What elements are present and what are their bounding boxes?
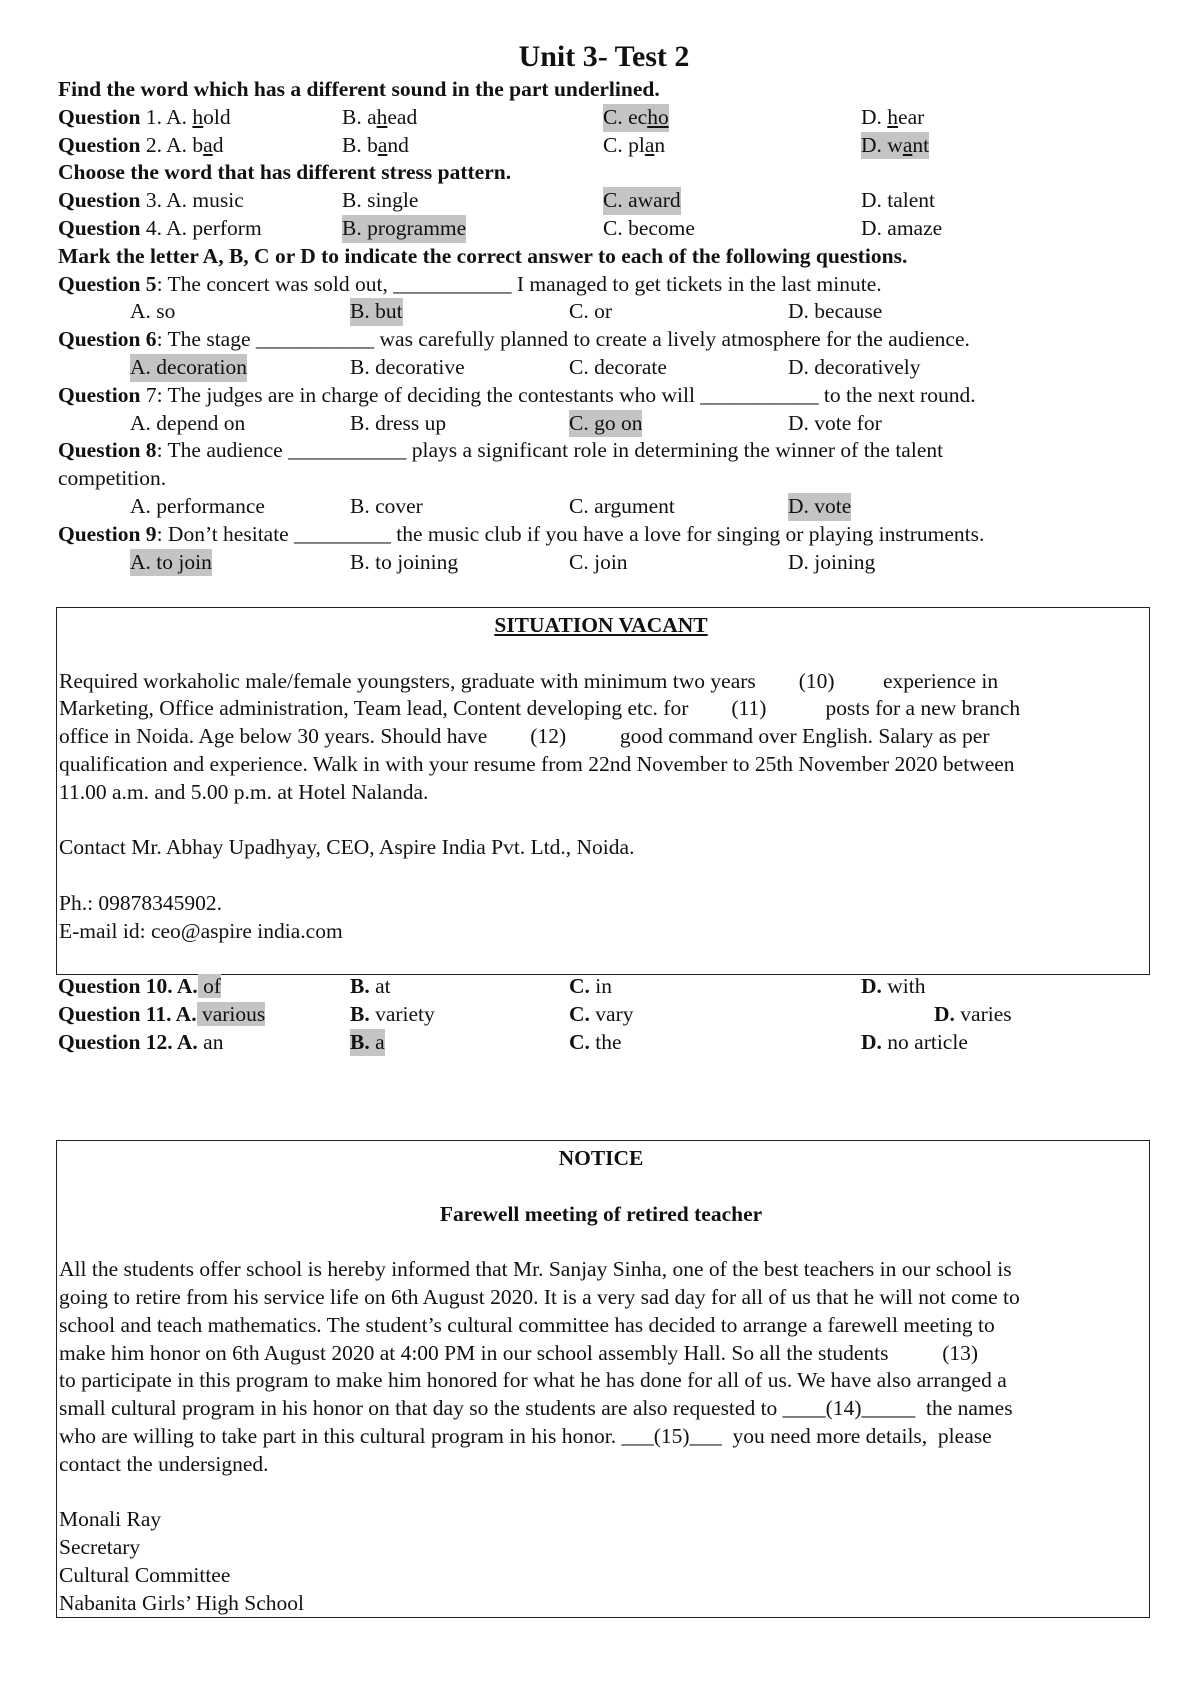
situation-line: Marketing, Office administration, Team lead, Content developing etc. for (11) posts for a new branch — [59, 696, 1021, 721]
option-a: A. perform — [166, 215, 262, 240]
question-label: Question 9 — [58, 521, 157, 546]
cloze-questions — [58, 973, 1150, 1056]
question-text — [58, 326, 1150, 354]
option-d: no article — [881, 1029, 968, 1054]
notice-box — [56, 1140, 1150, 1618]
option-d: D. joining — [788, 549, 876, 574]
option-c: C. become — [603, 215, 695, 240]
section-instruction: Find the word which has a different sound in the part underlined. — [58, 77, 660, 101]
section-instruction: Choose the word that has different stress pattern. — [58, 160, 512, 185]
question-row — [58, 1029, 1150, 1057]
question-text-continued: competition. — [58, 466, 167, 491]
worksheet — [58, 38, 1150, 576]
page-title: Unit 3- Test 2 — [518, 40, 690, 73]
option-b: B. dress up — [350, 410, 447, 435]
question-number: 3. — [140, 188, 167, 213]
signature-school: Nabanita Girls’ High School — [59, 1590, 305, 1615]
options-row — [58, 298, 1150, 326]
option-c-letter: C. — [569, 974, 590, 998]
signature-org: Cultural Committee — [59, 1562, 231, 1587]
question-row — [58, 187, 1150, 215]
option-a: A. depend on — [130, 410, 246, 435]
question-text — [58, 382, 1150, 410]
option-c-answer: C. award — [603, 187, 681, 215]
option-c: the — [589, 1029, 622, 1054]
question-label: Question — [58, 382, 141, 407]
question-label: Question 5 — [58, 271, 157, 296]
option-b-letter: B. — [350, 1029, 370, 1054]
question-label: Question 10. A. — [58, 974, 198, 998]
option-b-answer: B. programme — [342, 215, 466, 243]
section-instruction: Mark the letter A, B, C or D to indicate the correct answer to each of the following questions. — [58, 243, 908, 268]
question-row — [58, 215, 1150, 243]
option-c: C. plan — [603, 132, 666, 157]
question-number: 4. — [140, 215, 167, 240]
question-text — [58, 271, 1150, 299]
option-c-answer: C. go on — [569, 410, 642, 438]
situation-line: Required workaholic male/female youngsters, graduate with minimum two years (10) experience in — [59, 668, 999, 693]
option-c-answer: C. echo — [603, 104, 669, 132]
option-b: variety — [369, 1001, 435, 1026]
notice-heading: NOTICE — [558, 1146, 644, 1170]
option-c: C. decorate — [569, 354, 667, 379]
notice-line: school and teach mathematics. The student’s cultural committee has decided to arrange a farewell meeting to — [59, 1312, 995, 1337]
question-stem: : Don’t hesitate _________ the music club if you have a love for singing or playing instruments. — [156, 521, 985, 546]
option-a-rest: old — [203, 104, 231, 129]
option-b: B. band — [342, 132, 409, 157]
options-row — [58, 354, 1150, 382]
notice-line: make him honor on 6th August 2020 at 4:00 PM in our school assembly Hall. So all the students (13) — [59, 1340, 979, 1365]
options-row — [58, 493, 1150, 521]
underlined-part: a — [203, 132, 213, 157]
question-row — [58, 973, 1150, 1001]
option-d: D. talent — [861, 188, 936, 213]
notice-subheading: Farewell meeting of retired teacher — [439, 1201, 763, 1226]
question-label: Question 8 — [58, 438, 157, 463]
situation-line: qualification and experience. Walk in with your resume from 22nd November to 25th November 2020 between — [59, 751, 1015, 776]
situation-line: 11.00 a.m. and 5.00 p.m. at Hotel Nalanda. — [59, 779, 429, 804]
option-a: A. — [166, 104, 193, 129]
question-label: Question — [58, 104, 141, 129]
option-c-letter: C. — [569, 1029, 590, 1054]
question-stem: : The judges are in charge of deciding the contestants who will ___________ to the next round. — [156, 382, 976, 407]
option-b: B. decorative — [350, 354, 465, 379]
option-c-letter: C. — [569, 1001, 590, 1026]
option-d: D. because — [788, 299, 883, 324]
option-d-letter: D. — [861, 1029, 882, 1054]
notice-line: contact the undersigned. — [59, 1451, 269, 1476]
option-d-letter: D. — [861, 974, 882, 998]
option-b-answer: a — [369, 1029, 385, 1054]
notice-line: who are willing to take part in this cultural program in his honor. ___(15)___ you need more details, please — [59, 1423, 992, 1448]
question-label: Question — [58, 188, 141, 213]
option-c: vary — [589, 1001, 634, 1026]
option-b: B. cover — [350, 493, 423, 518]
option-b: B. ahead — [342, 104, 418, 129]
question-stem: : The concert was sold out, ___________ I managed to get tickets in the last minute. — [156, 271, 882, 296]
option-d: D. vote for — [788, 410, 882, 435]
question-label: Question 6 — [58, 327, 157, 352]
signature-title: Secretary — [59, 1535, 141, 1560]
option-d: D. decoratively — [788, 354, 921, 379]
question-number: 2. — [140, 132, 167, 157]
option-a-answer: of — [197, 974, 222, 998]
question-label: Question — [58, 132, 141, 157]
option-a-answer: A. decoration — [130, 354, 247, 382]
option-c: in — [589, 974, 613, 998]
option-d: D. hear — [861, 104, 925, 129]
question-text — [58, 437, 1150, 465]
question-stem: : The audience ___________ plays a significant role in determining the winner of the talent — [156, 438, 944, 463]
option-a: A. so — [130, 299, 176, 324]
signature-name: Monali Ray — [59, 1507, 162, 1532]
notice-line: small cultural program in his honor on that day so the students are also requested to ____(14)_____ the names — [59, 1396, 1013, 1421]
situation-line: office in Noida. Age below 30 years. Should have (12) good command over English. Salary as per — [59, 724, 990, 749]
notice-line: All the students offer school is hereby informed that Mr. Sanjay Sinha, one of the best teachers in our school is — [59, 1257, 1012, 1282]
question-number: 7 — [140, 382, 157, 407]
options-row — [58, 549, 1150, 577]
option-b-answer: B. but — [350, 298, 403, 326]
option-a-rest: d — [212, 132, 224, 157]
question-label: Question 11. A. — [58, 1001, 197, 1026]
question-row — [58, 132, 1150, 160]
option-b: at — [369, 974, 391, 998]
question-stem: : The stage ___________ was carefully planned to create a lively atmosphere for the audience. — [156, 327, 970, 352]
option-d: varies — [954, 1001, 1012, 1026]
option-b-letter: B. — [350, 974, 370, 998]
option-b: B. to joining — [350, 549, 459, 574]
notice-line: to participate in this program to make him honored for what he has done for all of us. We have also arranged a — [59, 1368, 1007, 1393]
question-label: Question — [58, 215, 141, 240]
situation-heading: SITUATION VACANT — [494, 613, 708, 637]
phone-line: Ph.: 09878345902. — [59, 890, 223, 915]
situation-vacant-box — [56, 607, 1150, 975]
option-c: C. join — [569, 549, 628, 574]
option-d: with — [881, 974, 926, 998]
option-a: A. b — [166, 132, 204, 157]
option-d-answer: D. want — [861, 132, 929, 160]
option-b-letter: B. — [350, 1001, 370, 1026]
option-c: C. or — [569, 299, 612, 324]
option-b: B. single — [342, 188, 419, 213]
option-a: an — [197, 1029, 224, 1054]
option-a: A. music — [166, 188, 244, 213]
option-d: D. amaze — [861, 215, 943, 240]
option-a: A. performance — [130, 493, 265, 518]
notice-line: going to retire from his service life on 6th August 2020. It is a very sad day for all of us that he will not come to — [59, 1284, 1020, 1309]
email-line: E-mail id: ceo@aspire india.com — [59, 918, 343, 943]
underlined-part: h — [192, 104, 204, 129]
question-label: Question 12. A. — [58, 1029, 198, 1054]
contact-line: Contact Mr. Abhay Upadhyay, CEO, Aspire India Pvt. Ltd., Noida. — [59, 835, 635, 860]
options-row — [58, 410, 1150, 438]
question-row — [58, 104, 1150, 132]
option-c: C. argument — [569, 493, 675, 518]
option-a-answer: various — [196, 1001, 266, 1026]
option-d-letter: D. — [934, 1001, 955, 1026]
question-text — [58, 521, 1150, 549]
question-number: 1. — [140, 104, 167, 129]
option-d-answer: D. vote — [788, 493, 851, 521]
option-a-answer: A. to join — [130, 549, 212, 577]
question-row — [58, 1001, 1150, 1029]
